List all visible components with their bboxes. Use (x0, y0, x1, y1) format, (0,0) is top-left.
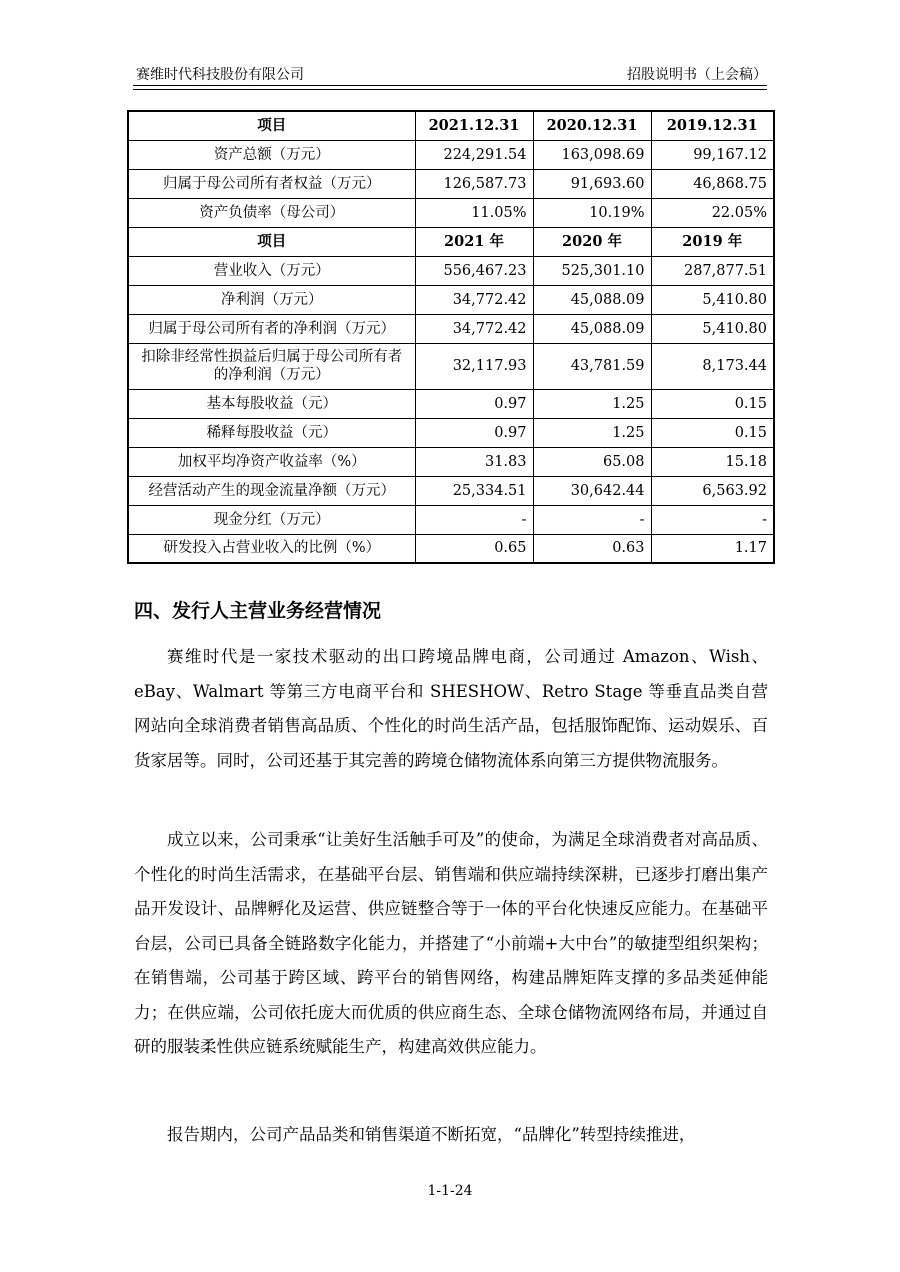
value-cell: 163,098.69 (533, 140, 651, 169)
table-row (128, 389, 774, 418)
header-rule (133, 85, 767, 86)
value-cell: 34,772.42 (415, 314, 533, 343)
row-label: 净利润（万元） (128, 285, 415, 314)
row-label: 资产总额（万元） (128, 140, 415, 169)
value-cell: 31.83 (415, 447, 533, 476)
table-row (128, 285, 774, 314)
table-row (128, 418, 774, 447)
value-cell: 1.25 (533, 418, 651, 447)
table-header-cell: 2021 年 (415, 227, 533, 256)
table-row (128, 343, 774, 389)
row-label: 研发投入占营业收入的比例（%） (128, 534, 415, 563)
table-row (128, 447, 774, 476)
table-header-row (128, 227, 774, 256)
financial-table (127, 110, 775, 564)
value-cell: 0.97 (415, 389, 533, 418)
table-row (128, 314, 774, 343)
row-label: 加权平均净资产收益率（%） (128, 447, 415, 476)
value-cell: - (533, 505, 651, 534)
value-cell: - (415, 505, 533, 534)
row-label: 营业收入（万元） (128, 256, 415, 285)
value-cell: - (651, 505, 774, 534)
table-row (128, 169, 774, 198)
table-row (128, 256, 774, 285)
row-label: 现金分红（万元） (128, 505, 415, 534)
table-header-cell: 2021.12.31 (415, 111, 533, 140)
value-cell: 0.63 (533, 534, 651, 563)
value-cell: 1.17 (651, 534, 774, 563)
row-label: 扣除非经常性损益后归属于母公司所有者的净利润（万元） (128, 343, 415, 389)
table-header-cell: 项目 (128, 111, 415, 140)
body-paragraph: 报告期内，公司产品品类和销售渠道不断拓宽，“品牌化”转型持续推进， (167, 1125, 696, 1144)
value-cell: 0.15 (651, 418, 774, 447)
value-cell: 1.25 (533, 389, 651, 418)
value-cell: 525,301.10 (533, 256, 651, 285)
value-cell: 287,877.51 (651, 256, 774, 285)
value-cell: 45,088.09 (533, 314, 651, 343)
value-cell: 126,587.73 (415, 169, 533, 198)
value-cell: 0.97 (415, 418, 533, 447)
row-label: 稀释每股收益（元） (128, 418, 415, 447)
value-cell: 30,642.44 (533, 476, 651, 505)
table-header-cell: 2020 年 (533, 227, 651, 256)
table-header-cell: 项目 (128, 227, 415, 256)
table-header-cell: 2020.12.31 (533, 111, 651, 140)
table-row (128, 140, 774, 169)
table-row (128, 534, 774, 563)
value-cell: 22.05% (651, 198, 774, 227)
value-cell: 34,772.42 (415, 285, 533, 314)
value-cell: 0.15 (651, 389, 774, 418)
value-cell: 10.19% (533, 198, 651, 227)
value-cell: 11.05% (415, 198, 533, 227)
value-cell: 45,088.09 (533, 285, 651, 314)
table-row (128, 476, 774, 505)
table-header-row (128, 111, 774, 140)
row-label: 基本每股收益（元） (128, 389, 415, 418)
value-cell: 0.65 (415, 534, 533, 563)
value-cell: 5,410.80 (651, 285, 774, 314)
value-cell: 25,334.51 (415, 476, 533, 505)
table-row (128, 505, 774, 534)
value-cell: 556,467.23 (415, 256, 533, 285)
header-doc-title: 招股说明书（上会稿） (627, 67, 767, 83)
value-cell: 46,868.75 (651, 169, 774, 198)
value-cell: 224,291.54 (415, 140, 533, 169)
page-number: 1-1-24 (427, 1183, 473, 1199)
value-cell: 32,117.93 (415, 343, 533, 389)
header-company: 赛维时代科技股份有限公司 (136, 67, 304, 83)
table-header-cell: 2019 年 (651, 227, 774, 256)
header-rule-thin (133, 89, 767, 90)
value-cell: 43,781.59 (533, 343, 651, 389)
value-cell: 15.18 (651, 447, 774, 476)
section-title: 四、发行人主营业务经营情况 (134, 600, 382, 622)
value-cell: 5,410.80 (651, 314, 774, 343)
table-header-cell: 2019.12.31 (651, 111, 774, 140)
body-paragraph: 成立以来，公司秉承“让美好生活触手可及”的使命，为满足全球消费者对高品质、个性化的时尚生活需求，在基础平台层、销售端和供应端持续深耕，已逐步打磨出集产品开发设计、品牌孵化及运营、供应链整合等于一体的平台化快速反应能力。在基础平台层，公司已具备全链路数字化能力，并搭建了“小前端+大中台”的敏捷型组织架构；在销售端，公司基于跨区域、跨平台的销售网络，构建品牌矩阵支撑的多品类延伸能力；在供应端，公司依托庞大而优质的供应商生态、全球仓储物流网络布局，并通过自研的服装柔性供应链系统赋能生产，构建高效供应能力。 (134, 830, 768, 1056)
row-label: 归属于母公司所有者权益（万元） (128, 169, 415, 198)
value-cell: 91,693.60 (533, 169, 651, 198)
row-label: 归属于母公司所有者的净利润（万元） (128, 314, 415, 343)
value-cell: 8,173.44 (651, 343, 774, 389)
body-paragraph: 赛维时代是一家技术驱动的出口跨境品牌电商，公司通过 Amazon、Wish、eBay、Walmart 等第三方电商平台和 SHESHOW、Retro Stage 等垂直品类自营网站向全球消费者销售高品质、个性化的时尚生活产品，包括服饰配饰、运动娱乐、百货家居等。同时，公司还基于其完善的跨境仓储物流体系向第三方提供物流服务。 (134, 647, 768, 770)
table-row (128, 198, 774, 227)
row-label: 资产负债率（母公司） (128, 198, 415, 227)
value-cell: 6,563.92 (651, 476, 774, 505)
value-cell: 65.08 (533, 447, 651, 476)
row-label: 经营活动产生的现金流量净额（万元） (128, 476, 415, 505)
value-cell: 99,167.12 (651, 140, 774, 169)
